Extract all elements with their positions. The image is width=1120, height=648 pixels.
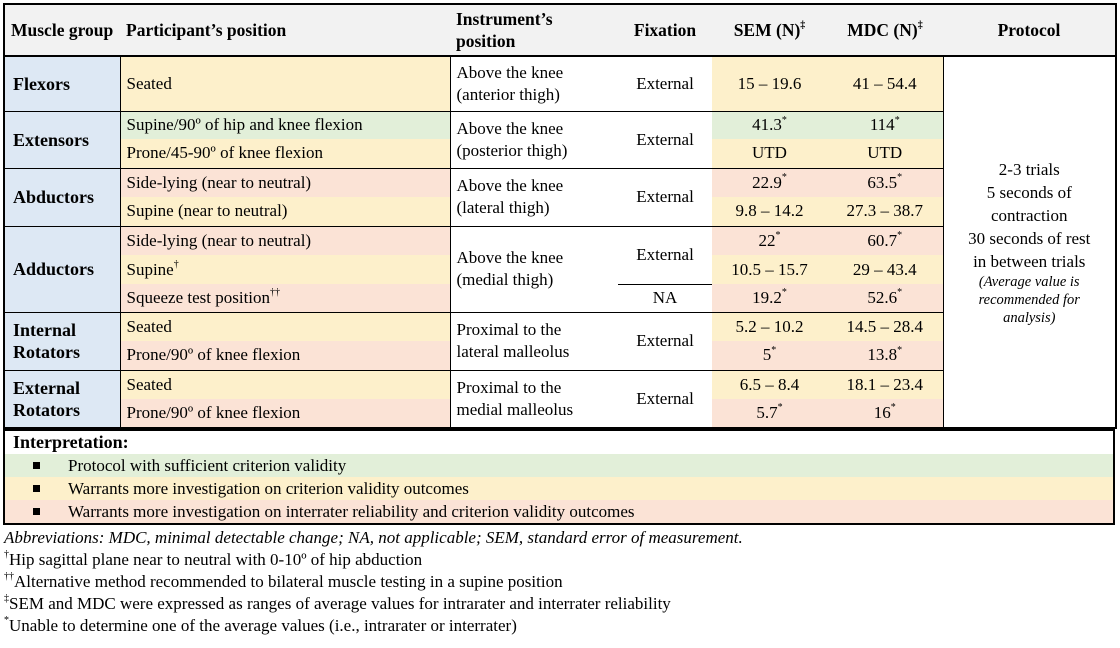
sem-cell: 10.5 – 15.7: [712, 255, 827, 284]
sem-cell: 15 – 19.6: [712, 56, 827, 111]
position-cell: Prone/90º of knee flexion: [120, 341, 450, 370]
hip-strength-table: [3, 3, 1117, 429]
fixation-cell: External: [618, 111, 712, 168]
fixation-cell: External: [618, 370, 712, 428]
mdc-cell: 63.5*: [827, 168, 943, 197]
position-cell: Seated: [120, 56, 450, 111]
bullet-icon: [33, 485, 40, 492]
sem-cell: UTD: [712, 139, 827, 168]
table-row-flexors: [4, 56, 1116, 111]
header-muscle-group: Muscle group: [4, 4, 120, 56]
footnote-double-dagger-alt: ††Alternative method recommended to bilateral muscle testing in a supine position: [4, 571, 563, 591]
mdc-cell: 18.1 – 23.4: [827, 370, 943, 399]
header-mdc: MDC (N)‡: [827, 4, 943, 56]
protocol-note: (Average value is recommended for analysis): [978, 273, 1080, 326]
fixation-cell: External: [618, 168, 712, 226]
position-cell: Side-lying (near to neutral): [120, 168, 450, 197]
muscle-group-external-rotators: External Rotators: [4, 370, 120, 428]
footnote-abbreviations: Abbreviations: MDC, minimal detectable change; NA, not applicable; SEM, standard error of measurement.: [4, 528, 743, 547]
header-participant-position: Participant’s position: [120, 4, 450, 56]
instrument-cell: Above the knee (lateral thigh): [450, 168, 618, 226]
fixation-cell: NA: [618, 284, 712, 312]
sem-cell: 22.9*: [712, 168, 827, 197]
instrument-cell: Above the knee (posterior thigh): [450, 111, 618, 168]
mdc-cell: 29 – 43.4: [827, 255, 943, 284]
header-protocol: Protocol: [943, 4, 1116, 56]
footnote-dagger: †Hip sagittal plane near to neutral with 0-10º of hip abduction: [4, 549, 423, 569]
muscle-group-internal-rotators: Internal Rotators: [4, 312, 120, 370]
sem-cell: 5*: [712, 341, 827, 370]
position-cell: Seated: [120, 312, 450, 341]
position-cell: Prone/90º of knee flexion: [120, 399, 450, 428]
mdc-cell: 114*: [827, 111, 943, 139]
sem-cell: 22*: [712, 226, 827, 255]
position-cell: Prone/45-90º of knee flexion: [120, 139, 450, 168]
mdc-cell: UTD: [827, 139, 943, 168]
position-cell: Squeeze test position††: [120, 284, 450, 312]
mdc-cell: 60.7*: [827, 226, 943, 255]
instrument-cell: Above the knee (anterior thigh): [450, 56, 618, 111]
mdc-cell: 52.6*: [827, 284, 943, 312]
mdc-cell: 27.3 – 38.7: [827, 197, 943, 226]
instrument-cell: Proximal to the medial malleolus: [450, 370, 618, 428]
table-container: [3, 3, 1115, 637]
mdc-cell: 41 – 54.4: [827, 56, 943, 111]
instrument-cell: Proximal to the lateral malleolus: [450, 312, 618, 370]
sem-cell: 5.2 – 10.2: [712, 312, 827, 341]
sem-cell: 6.5 – 8.4: [712, 370, 827, 399]
muscle-group-extensors: Extensors: [4, 111, 120, 168]
sem-cell: 9.8 – 14.2: [712, 197, 827, 226]
sem-cell: 5.7*: [712, 399, 827, 428]
position-cell: Supine/90º of hip and knee flexion: [120, 111, 450, 139]
muscle-group-flexors: Flexors: [4, 56, 120, 111]
muscle-group-abductors: Abductors: [4, 168, 120, 226]
mdc-cell: 16*: [827, 399, 943, 428]
protocol-cell: 2-3 trials 5 seconds of contraction 30 seconds of rest in between trials (Average value is recommended for analysis): [943, 56, 1116, 428]
muscle-group-adductors: Adductors: [4, 226, 120, 312]
footnote-asterisk: *Unable to determine one of the average values (i.e., intrarater or interrater): [4, 615, 517, 635]
legend-item-interrater: Warrants more investigation on interrater reliability and criterion validity outcomes: [4, 500, 1114, 524]
interpretation-title: Interpretation:: [13, 432, 129, 452]
bullet-icon: [33, 462, 40, 469]
fixation-cell: External: [618, 56, 712, 111]
footnotes: [3, 527, 1115, 637]
footnote-double-dagger: ‡SEM and MDC were expressed as ranges of average values for intrarater and interrater reliability: [4, 593, 671, 613]
header-fixation: Fixation: [618, 4, 712, 56]
header-row: [4, 4, 1116, 56]
mdc-cell: 13.8*: [827, 341, 943, 370]
fixation-cell: External: [618, 226, 712, 284]
legend-item-sufficient: Protocol with sufficient criterion validity: [4, 454, 1114, 477]
bullet-icon: [33, 508, 40, 515]
position-cell: Supine†: [120, 255, 450, 284]
position-cell: Side-lying (near to neutral): [120, 226, 450, 255]
interpretation-legend: [3, 429, 1115, 525]
instrument-cell: Above the knee (medial thigh): [450, 226, 618, 312]
fixation-cell: External: [618, 312, 712, 370]
header-sem: SEM (N)‡: [712, 4, 827, 56]
position-cell: Seated: [120, 370, 450, 399]
sem-cell: 19.2*: [712, 284, 827, 312]
mdc-cell: 14.5 – 28.4: [827, 312, 943, 341]
legend-item-criterion: Warrants more investigation on criterion validity outcomes: [4, 477, 1114, 500]
sem-cell: 41.3*: [712, 111, 827, 139]
header-instrument-position: Instrument’s position: [450, 4, 618, 56]
position-cell: Supine (near to neutral): [120, 197, 450, 226]
